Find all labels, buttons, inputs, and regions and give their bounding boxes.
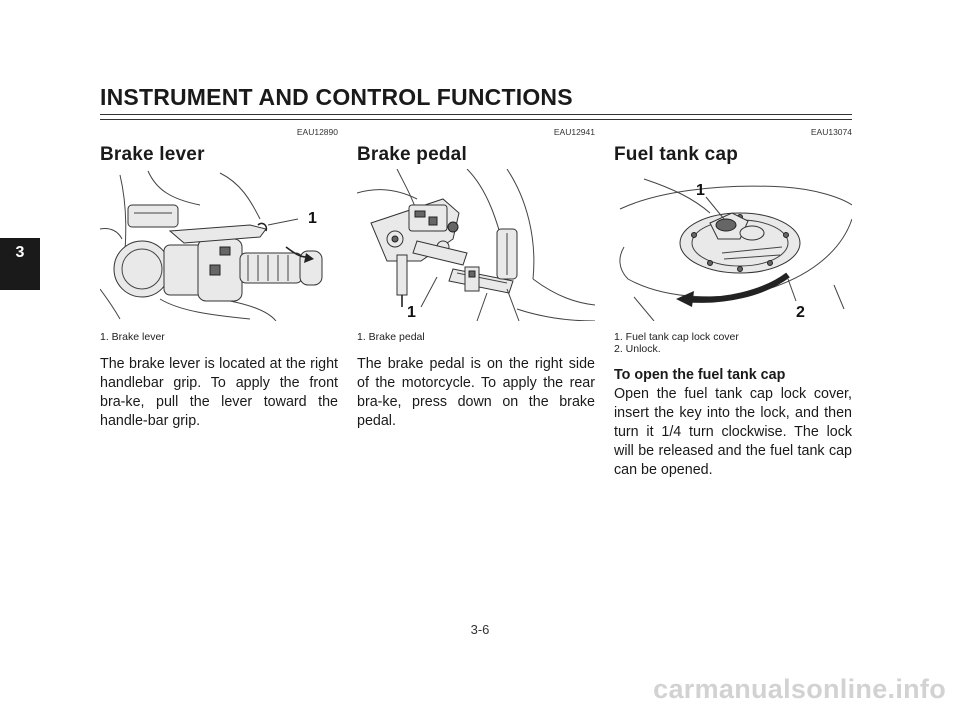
header-rule: [100, 114, 852, 120]
fuel-tank-cap-illustration: [614, 169, 852, 321]
section-body: Open the fuel tank cap lock cover, insert the key into the lock, and then turn it 1/4 turn clockwise. The lock will be released and the fuel tank cap can be opened.: [614, 386, 852, 478]
callout-1: 1: [696, 182, 705, 199]
subheading: To open the fuel tank cap: [614, 367, 786, 383]
brake-lever-illustration: [100, 169, 338, 321]
watermark: carmanualsonline.info: [653, 674, 946, 704]
section-body: The brake pedal is on the right side of the motorcycle. To apply the rear bra-ke, press down on the brake pedal.: [357, 356, 595, 429]
section-code: EAU12941: [553, 127, 595, 137]
brake-pedal-illustration: [357, 169, 595, 321]
section-brake-lever: [100, 126, 338, 431]
figure-caption: 1. Brake pedal: [357, 331, 425, 343]
section-title: Brake lever: [100, 144, 205, 165]
section-title: Fuel tank cap: [614, 144, 739, 165]
callout-1: 1: [308, 210, 317, 227]
callout-1: 1: [407, 304, 416, 321]
section-fuel-tank-cap: [614, 126, 852, 480]
figure-caption-2: 2. Unlock.: [614, 343, 661, 355]
chapter-tab-number: 3: [15, 244, 25, 261]
callout-2: 2: [796, 304, 805, 321]
figure-caption-1: 1. Fuel tank cap lock cover: [614, 331, 739, 343]
page-header-title: INSTRUMENT AND CONTROL FUNCTIONS: [100, 84, 573, 110]
section-code: EAU13074: [810, 127, 852, 137]
page-number: 3-6: [470, 622, 490, 637]
section-body: The brake lever is located at the right handlebar grip. To apply the front bra-ke, pull the lever toward the handle-bar grip.: [100, 356, 338, 429]
section-title: Brake pedal: [357, 144, 467, 165]
figure-caption: 1. Brake lever: [100, 331, 165, 343]
section-brake-pedal: [357, 126, 595, 431]
section-code: EAU12890: [296, 127, 338, 137]
